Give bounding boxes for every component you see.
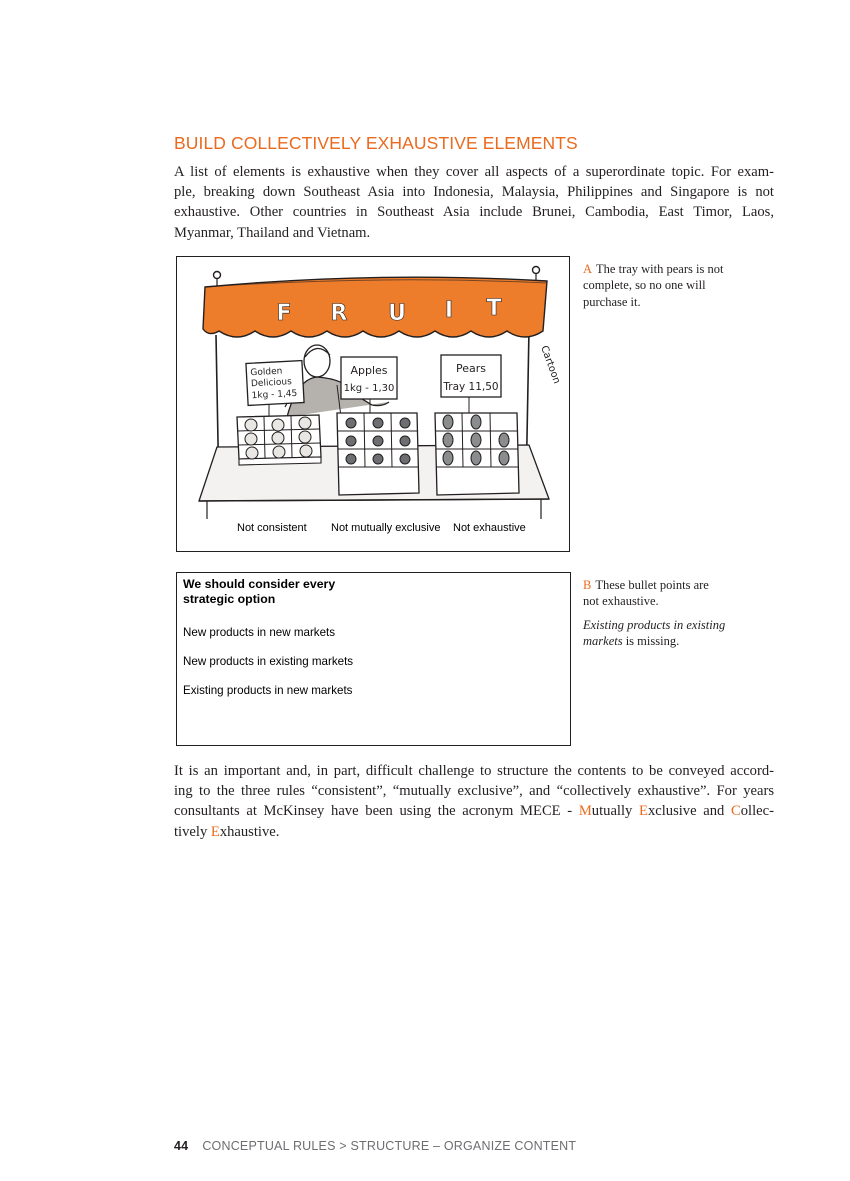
note-a-line: complete, so no one will [583, 278, 706, 293]
intro-line: exhaustive. Other countries in Southeast Asia include Brunei, Cambodia, East Timor, Laos, [174, 204, 774, 221]
intro-line: Myanmar, Thailand and Vietnam. [174, 224, 371, 241]
page-footer [174, 1139, 576, 1153]
note-a-tag: A [583, 262, 593, 276]
section-heading: BUILD COLLECTIVELY EXHAUSTIVE ELEMENTS [174, 133, 578, 153]
awning-letter-u: U [388, 301, 406, 326]
tray-apples [337, 413, 419, 495]
intro-line: ple, breaking down Southeast Asia into Indonesia, Malaysia, Philippines and Singapore is not [174, 184, 774, 201]
svg-text:Golden: Golden [250, 366, 283, 379]
outro-line: tively Exhaustive. [174, 823, 280, 840]
note-a [583, 261, 758, 310]
svg-text:Apples: Apples [350, 364, 388, 377]
list-item: Existing products in new markets [183, 684, 353, 697]
outro-line: It is an important and, in part, difficult challenge to structure the contents to be conveyed accord- [174, 763, 774, 779]
awning-letter-i: I [444, 298, 454, 323]
intro-line: A list of elements is exhaustive when they cover all aspects of a superordinate topic. For exam- [174, 164, 774, 180]
outro-paragraph [174, 761, 774, 842]
list-item: New products in new markets [183, 626, 336, 639]
awning-letter-f: F [276, 301, 292, 326]
fruit-stand-illustration [177, 257, 570, 552]
svg-text:1kg - 1,30: 1kg - 1,30 [343, 383, 395, 394]
outro-line: consultants at McKinsey have been using the acronym MECE - Mutually Exclusive and Collec- [174, 803, 774, 820]
tray-pears [435, 413, 519, 495]
label-not-mutually-exclusive: Not mutually exclusive [331, 522, 441, 534]
note-a-line: The tray with pears is not [596, 262, 724, 276]
outro-line: ing to the three rules “consistent”, “mutually exclusive”, and “collectively exhaustive”. For years [174, 783, 774, 800]
sign-apples [341, 357, 397, 417]
tray-golden-delicious [237, 415, 321, 465]
note-b-line: not exhaustive. [583, 594, 659, 609]
hook-right-icon [533, 267, 540, 274]
artist-signature: Cartoon [538, 344, 563, 386]
list-item: New products in existing markets [183, 655, 354, 668]
fruit-stand-cartoon [176, 256, 570, 552]
label-not-exhaustive: Not exhaustive [453, 522, 526, 534]
label-not-consistent: Not consistent [237, 522, 307, 534]
running-footer: CONCEPTUAL RULES > STRUCTURE – ORGANIZE CONTENT [202, 1139, 577, 1153]
note-b-tag: B [583, 578, 592, 592]
options-box-title: We should consider every strategic option [183, 577, 336, 606]
intro-paragraph [174, 162, 774, 243]
svg-text:Delicious: Delicious [250, 377, 293, 390]
awning-letter-r: R [330, 301, 348, 326]
note-b-missing: Existing products in existing markets is missing. [583, 618, 726, 649]
strategic-options-box [176, 572, 571, 746]
awning-letter-t: T [486, 296, 502, 321]
svg-text:1kg - 1,45: 1kg - 1,45 [251, 388, 298, 402]
page-number: 44 [174, 1139, 189, 1153]
sign-pears [441, 355, 501, 415]
note-b-line: These bullet points are [595, 578, 709, 592]
hook-left-icon [214, 272, 221, 279]
note-a-line: purchase it. [583, 294, 641, 309]
svg-text:Pears: Pears [455, 362, 487, 375]
svg-text:Tray 11,50: Tray 11,50 [443, 381, 499, 393]
note-b [583, 577, 758, 610]
